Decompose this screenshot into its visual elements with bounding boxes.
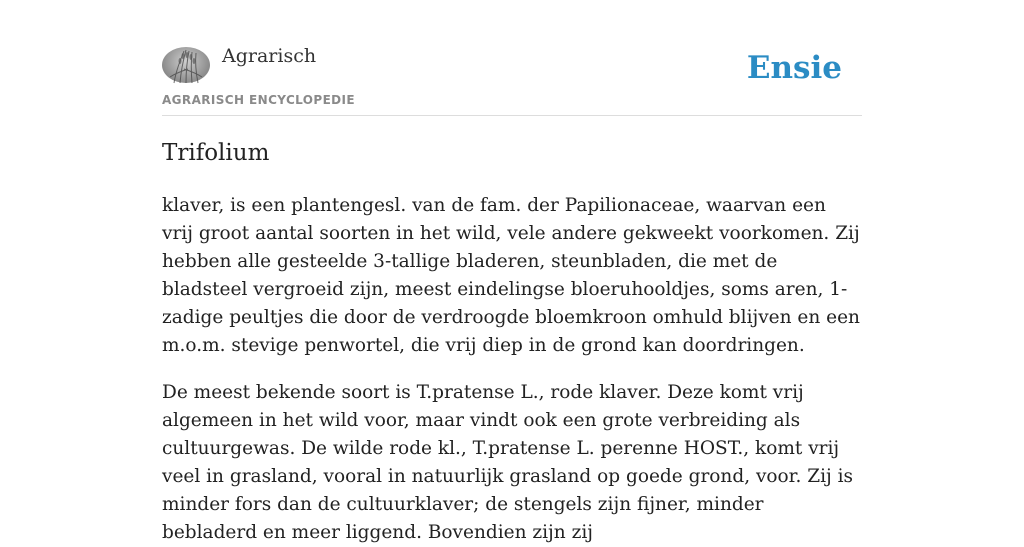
article-paragraph: klaver, is een plantengesl. van de fam. der Papilionaceae, waarvan een vrij groot aantal soorten in het wild, vele andere gekweekt voorkomen. Zij hebben alle gesteelde 3-tallige bladeren, steunbladen, die met de bladsteel vergroeid zijn, meest eindelingse bloeruhooldjes, soms aren, 1-zadige peultjes die door de verdroogde bloemkroon omhuld blijven en een m.o.m. stevige penwortel, die vrij diep in de grond kan doordringen. [162, 195, 860, 356]
wheat-grain-logo-icon[interactable] [162, 47, 210, 83]
header [162, 0, 862, 116]
publication-name[interactable]: Agrarisch [222, 45, 317, 67]
article-title: Trifolium [162, 140, 270, 166]
page-content [162, 0, 862, 543]
publication-subtitle: AGRARISCH ENCYCLOPEDIE [162, 93, 355, 107]
ensie-brand-logo[interactable]: Ensie [746, 50, 842, 86]
article-paragraph: De meest bekende soort is T.pratense L., rode klaver. Deze komt vrij algemeen in het wild voor, maar vindt ook een grote verbreiding als cultuurgewas. De wilde rode kl., T.pratense L. perenne HOST., komt vrij veel in grasland, vooral in natuurlijk grasland op goede grond, voor. Zij is minder fors dan de cultuurklaver; de stengels zijn fijner, minder bebladerd en meer liggend. Bovendien zijn zij [162, 382, 854, 543]
